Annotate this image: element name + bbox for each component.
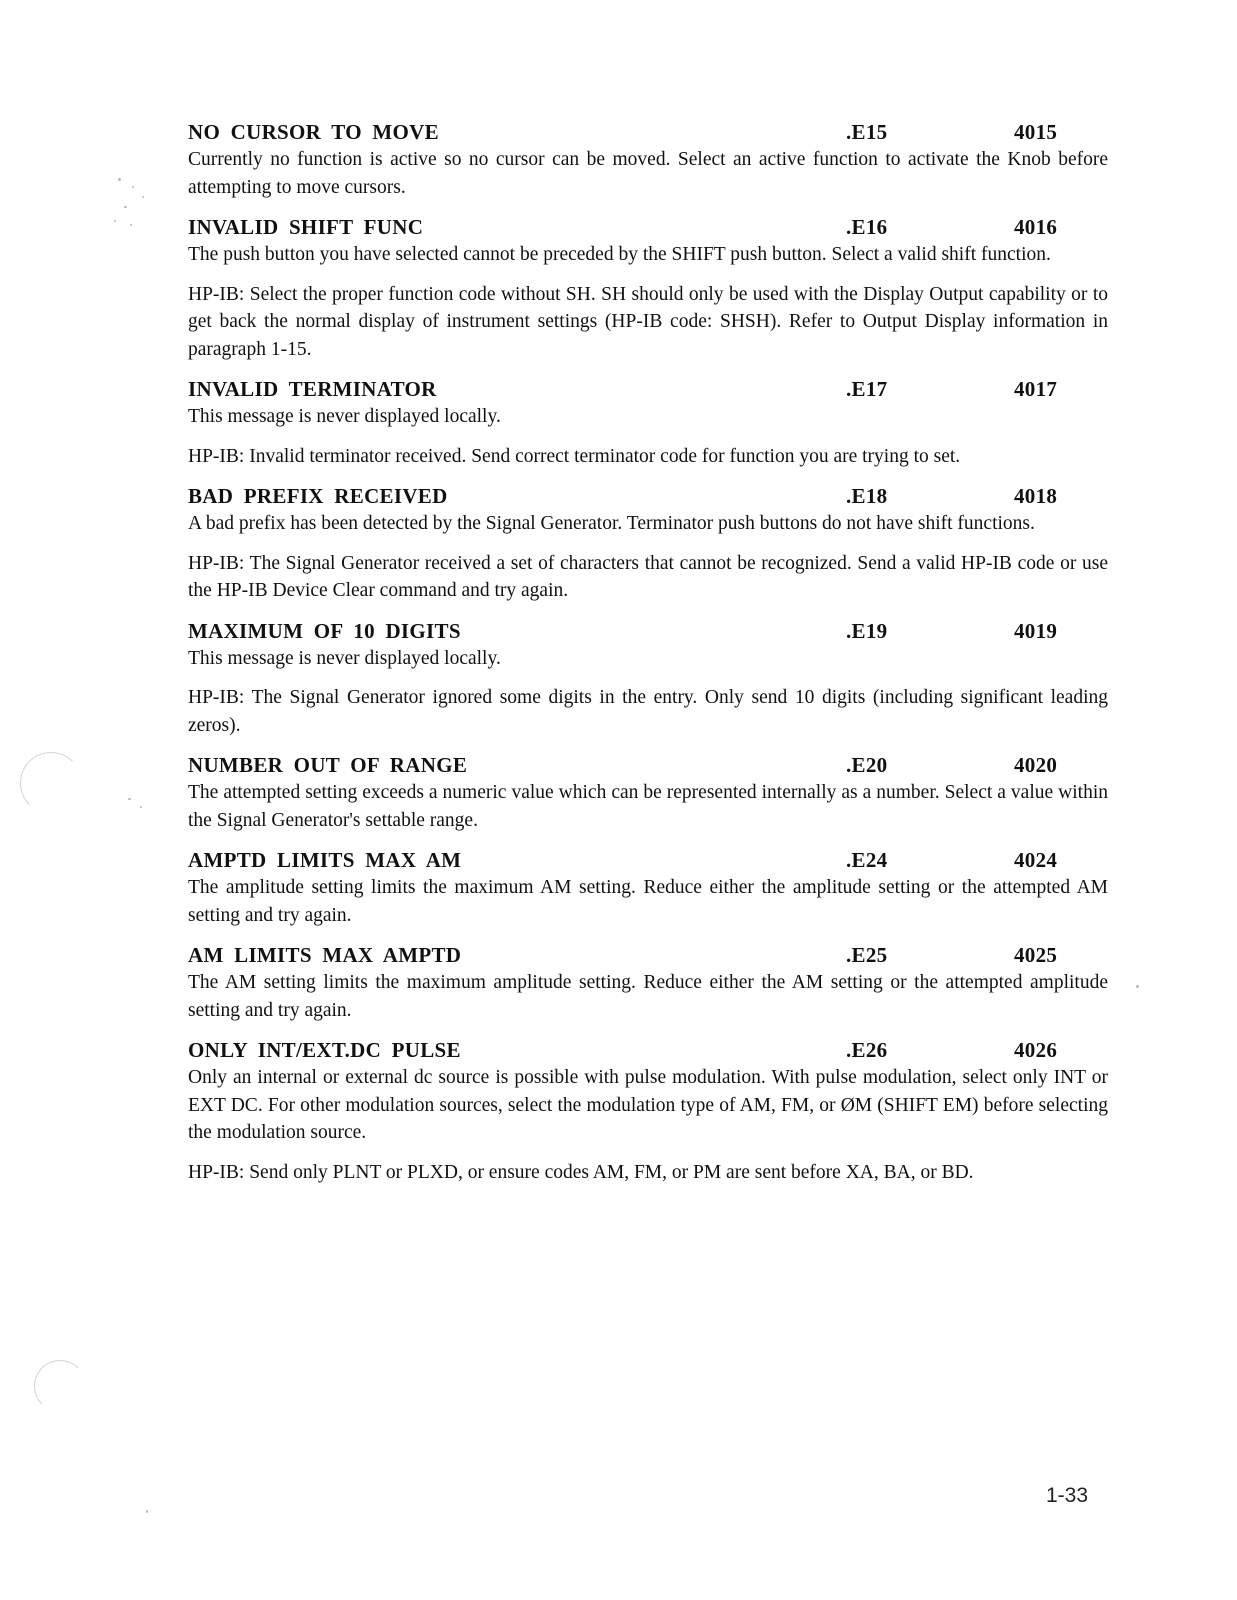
scan-speck — [140, 806, 142, 808]
error-message-list — [188, 118, 1108, 1198]
entry-header — [188, 941, 1108, 969]
entry-header — [188, 1036, 1108, 1064]
error-title: AMPTD LIMITS MAX AM — [188, 848, 462, 872]
error-number: 4015 — [1014, 120, 1058, 144]
punch-hole-remnant — [34, 1360, 86, 1412]
error-title: ONLY INT/EXT.DC PULSE — [188, 1038, 461, 1062]
error-entry-e15 — [188, 118, 1108, 201]
error-entry-e26 — [188, 1036, 1108, 1186]
page-number: 1-33 — [1046, 1484, 1089, 1507]
error-title: INVALID TERMINATOR — [188, 377, 437, 401]
error-number: 4018 — [1014, 484, 1058, 508]
scan-speck — [132, 186, 134, 188]
error-code: .E19 — [846, 618, 888, 643]
hpib-note: HP-IB: Invalid terminator received. Send correct terminator code for function you are trying to set. — [188, 445, 961, 467]
error-entry-e17 — [188, 375, 1108, 470]
error-title: NUMBER OUT OF RANGE — [188, 753, 468, 777]
error-title: MAXIMUM OF 10 DIGITS — [188, 618, 461, 643]
hpib-note: HP-IB: The Signal Generator received a set of characters that cannot be recognized. Send a valid HP-IB code or use the HP-IB Device Clear command and try again. — [188, 552, 1108, 601]
hpib-note: HP-IB: Send only PLNT or PLXD, or ensure codes AM, FM, or PM are sent before XA, BA, or BD. — [188, 1161, 974, 1183]
error-code: .E25 — [846, 943, 888, 967]
error-entry-e25 — [188, 941, 1108, 1024]
error-number: 4024 — [1014, 848, 1058, 872]
error-number: 4016 — [1014, 215, 1058, 239]
entry-header — [188, 751, 1108, 779]
error-code: .E15 — [846, 120, 888, 144]
error-description: The attempted setting exceeds a numeric value which can be represented internally as a number. Select a value within the Signal Generator's settable range. — [188, 782, 1108, 831]
scan-speck — [1136, 985, 1139, 988]
error-description: Only an internal or external dc source is possible with pulse modulation. With pulse modulation, select only INT or EXT DC. For other modulation sources, select the modulation type of AM, FM, or ØM (SHIFT EM) before selecting the modulation source. — [188, 1067, 1108, 1143]
entry-header — [188, 846, 1108, 874]
error-code: .E16 — [846, 215, 888, 239]
error-code: .E24 — [846, 848, 888, 872]
error-description: This message is never displayed locally. — [188, 406, 501, 427]
hpib-note: HP-IB: Select the proper function code without SH. SH should only be used with the Display Output capability or to get back the normal display of instrument settings (HP-IB code: SHSH). Refer to Output Display information in paragraph 1-15. — [188, 283, 1108, 360]
error-description: This message is never displayed locally. — [188, 647, 501, 669]
error-number: 4020 — [1014, 753, 1058, 777]
entry-header — [188, 482, 1108, 510]
error-entry-e19 — [188, 617, 1108, 740]
scan-speck — [118, 178, 121, 181]
punch-hole-remnant — [20, 752, 82, 814]
error-title: NO CURSOR TO MOVE — [188, 120, 439, 144]
entry-header — [188, 213, 1108, 241]
error-title: BAD PREFIX RECEIVED — [188, 484, 448, 508]
scan-speck — [146, 1510, 148, 1513]
scan-speck — [114, 220, 116, 222]
error-description: The push button you have selected cannot be preceded by the SHIFT push button. Select a valid shift function. — [188, 244, 1051, 265]
error-description: Currently no function is active so no cursor can be moved. Select an active function to activate the Knob before attempting to move cursors. — [188, 149, 1108, 198]
error-entry-e18 — [188, 482, 1108, 605]
error-title: AM LIMITS MAX AMPTD — [188, 943, 462, 967]
error-number: 4019 — [1014, 618, 1058, 643]
error-description: The amplitude setting limits the maximum AM setting. Reduce either the amplitude setting or the attempted AM setting and try again. — [188, 877, 1108, 926]
error-number: 4026 — [1014, 1038, 1058, 1062]
entry-header — [188, 118, 1108, 146]
scan-speck — [142, 196, 144, 198]
error-code: .E20 — [846, 753, 888, 777]
error-code: .E18 — [846, 484, 888, 508]
error-entry-e20 — [188, 751, 1108, 834]
error-description: The AM setting limits the maximum amplitude setting. Reduce either the AM setting or the attempted amplitude setting and try again. — [188, 972, 1108, 1021]
error-entry-e24 — [188, 846, 1108, 929]
scan-speck — [124, 206, 127, 208]
scan-speck — [130, 224, 132, 226]
error-code: .E17 — [846, 377, 888, 401]
error-code: .E26 — [846, 1038, 888, 1062]
scan-speck — [128, 798, 131, 800]
error-description: A bad prefix has been detected by the Signal Generator. Terminator push buttons do not have shift functions. — [188, 513, 1035, 534]
error-title: INVALID SHIFT FUNC — [188, 215, 424, 239]
error-number: 4017 — [1014, 377, 1058, 401]
entry-header — [188, 375, 1108, 403]
error-entry-e16 — [188, 213, 1108, 363]
entry-header — [188, 617, 1108, 645]
hpib-note: HP-IB: The Signal Generator ignored some digits in the entry. Only send 10 digits (including significant leading zeros). — [188, 687, 1108, 736]
error-number: 4025 — [1014, 943, 1058, 967]
